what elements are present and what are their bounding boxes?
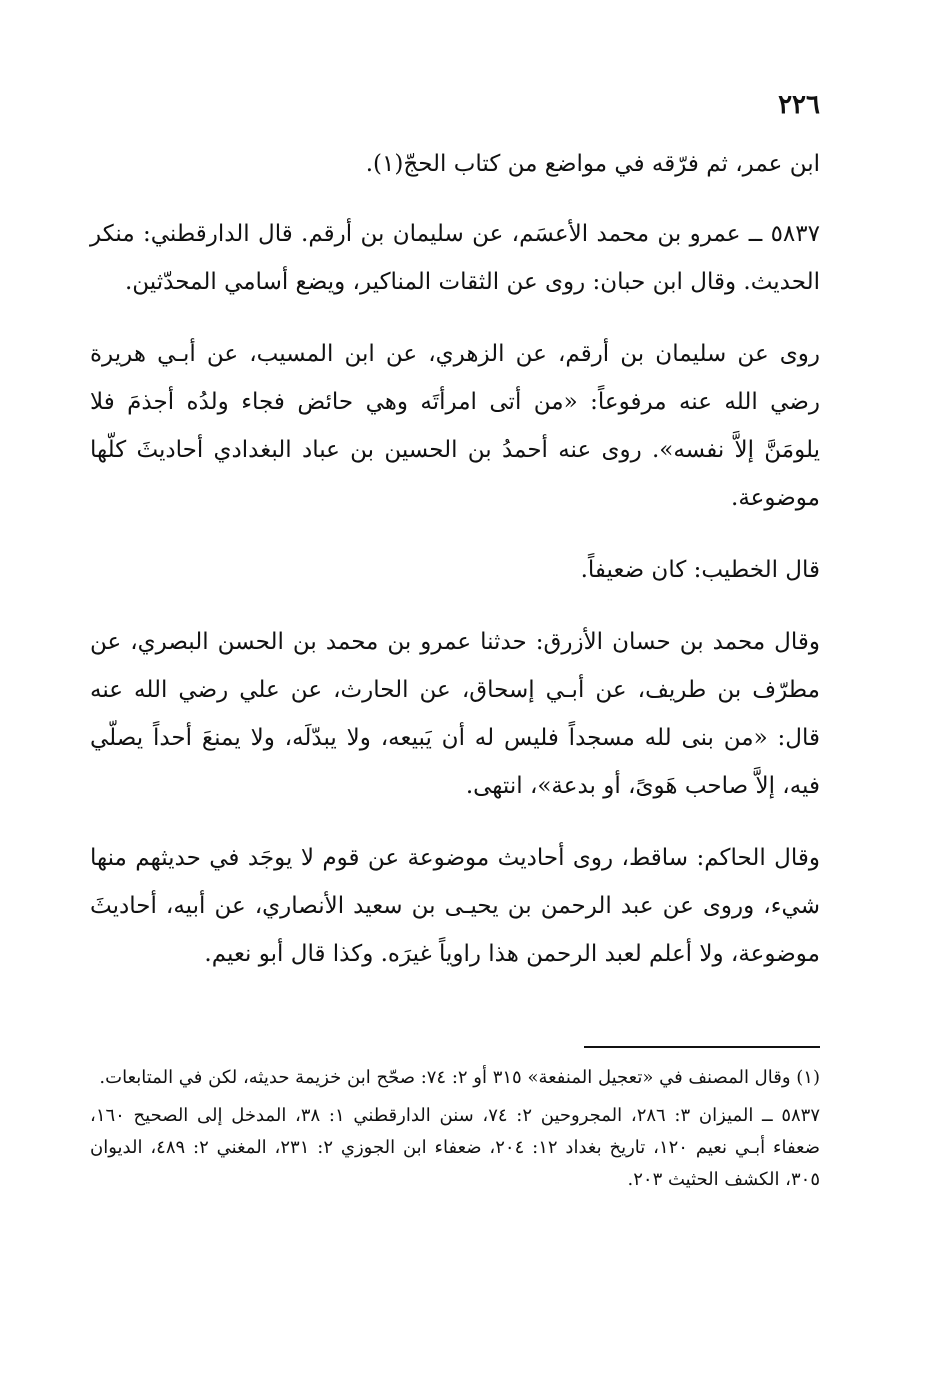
page-number: ٢٢٦: [778, 90, 820, 120]
paragraph-narration: روى عن سليمان بن أرقم، عن الزهري، عن ابن المسيب، عن أبـي هريرة رضي الله عنه مرفوعاً: «من أتى امرأتَه وهي حائض فجاء ولدُه أجذمَ فلا يلومَنَّ إلاَّ نفسه». روى عنه أحمدُ بن الحسين بن عباد البغدادي أحاديثَ كلّها موضوعة.: [90, 341, 820, 511]
paragraph-entry-5837: ٥٨٣٧ ــ عمرو بن محمد الأعسَم، عن سليمان بن أرقم. قال الدارقطني: منكر الحديث. وقال ابن حبان: روى عن الثقات المناكير، ويضع أسامي المحدّثين.: [90, 221, 820, 295]
footnote-1: (١) وقال المصنف في «تعجيل المنفعة» ٣١٥ أو ٢: ٧٤: صحّح ابن خزيمة حديثه، لكن في المتابعات.: [99, 1067, 820, 1088]
paragraph-azraq: وقال محمد بن حسان الأزرق: حدثنا عمرو بن محمد بن الحسن البصري، عن مطرّف بن طريف، عن أبـي إسحاق، عن الحارث، عن علي رضي الله عنه قال: «من بنى لله مسجداً فليس له أن يَبيعه، ولا يبدّلَه، ولا يمنعَ أحداً يصلّي فيه، إلاَّ صاحب هَوىً، أو بدعة»، انتهى.: [90, 629, 820, 799]
paragraph-khatib: قال الخطيب: كان ضعيفاً.: [580, 557, 820, 583]
book-page: [90, 0, 820, 1378]
footnote-divider: [584, 1046, 820, 1048]
footnotes: [90, 1062, 820, 1202]
footnote-sources-5837: ٥٨٣٧ ــ الميزان ٣: ٢٨٦، المجروحين ٢: ٧٤، سنن الدارقطني ١: ٣٨، المدخل إلى الصحيح ١٦٠، ضعفاء أبـي نعيم ١٢٠، تاريخ بغداد ١٢: ٢٠٤، ضعفاء ابن الجوزي ٢: ٢٣١، المغني ٢: ٤٨٩، الديوان ٣٠٥، الكشف الحثيث ٢٠٣.: [90, 1105, 821, 1190]
paragraph-hakim: وقال الحاكم: ساقط، روى أحاديث موضوعة عن قوم لا يوجَد في حديثهم منها شيء، وروى عن عبد الرحمن بن يحيـى بن سعيد الأنصاري، عن أبيه، أحاديثَ موضوعة، ولا أعلم لعبد الرحمن هذا راوياً غيرَه. وكذا قال أبو نعيم.: [90, 845, 820, 967]
paragraph-continuation: ابن عمر، ثم فرّقه في مواضع من كتاب الحجّ(١).: [365, 151, 820, 177]
main-text: [90, 140, 820, 1002]
